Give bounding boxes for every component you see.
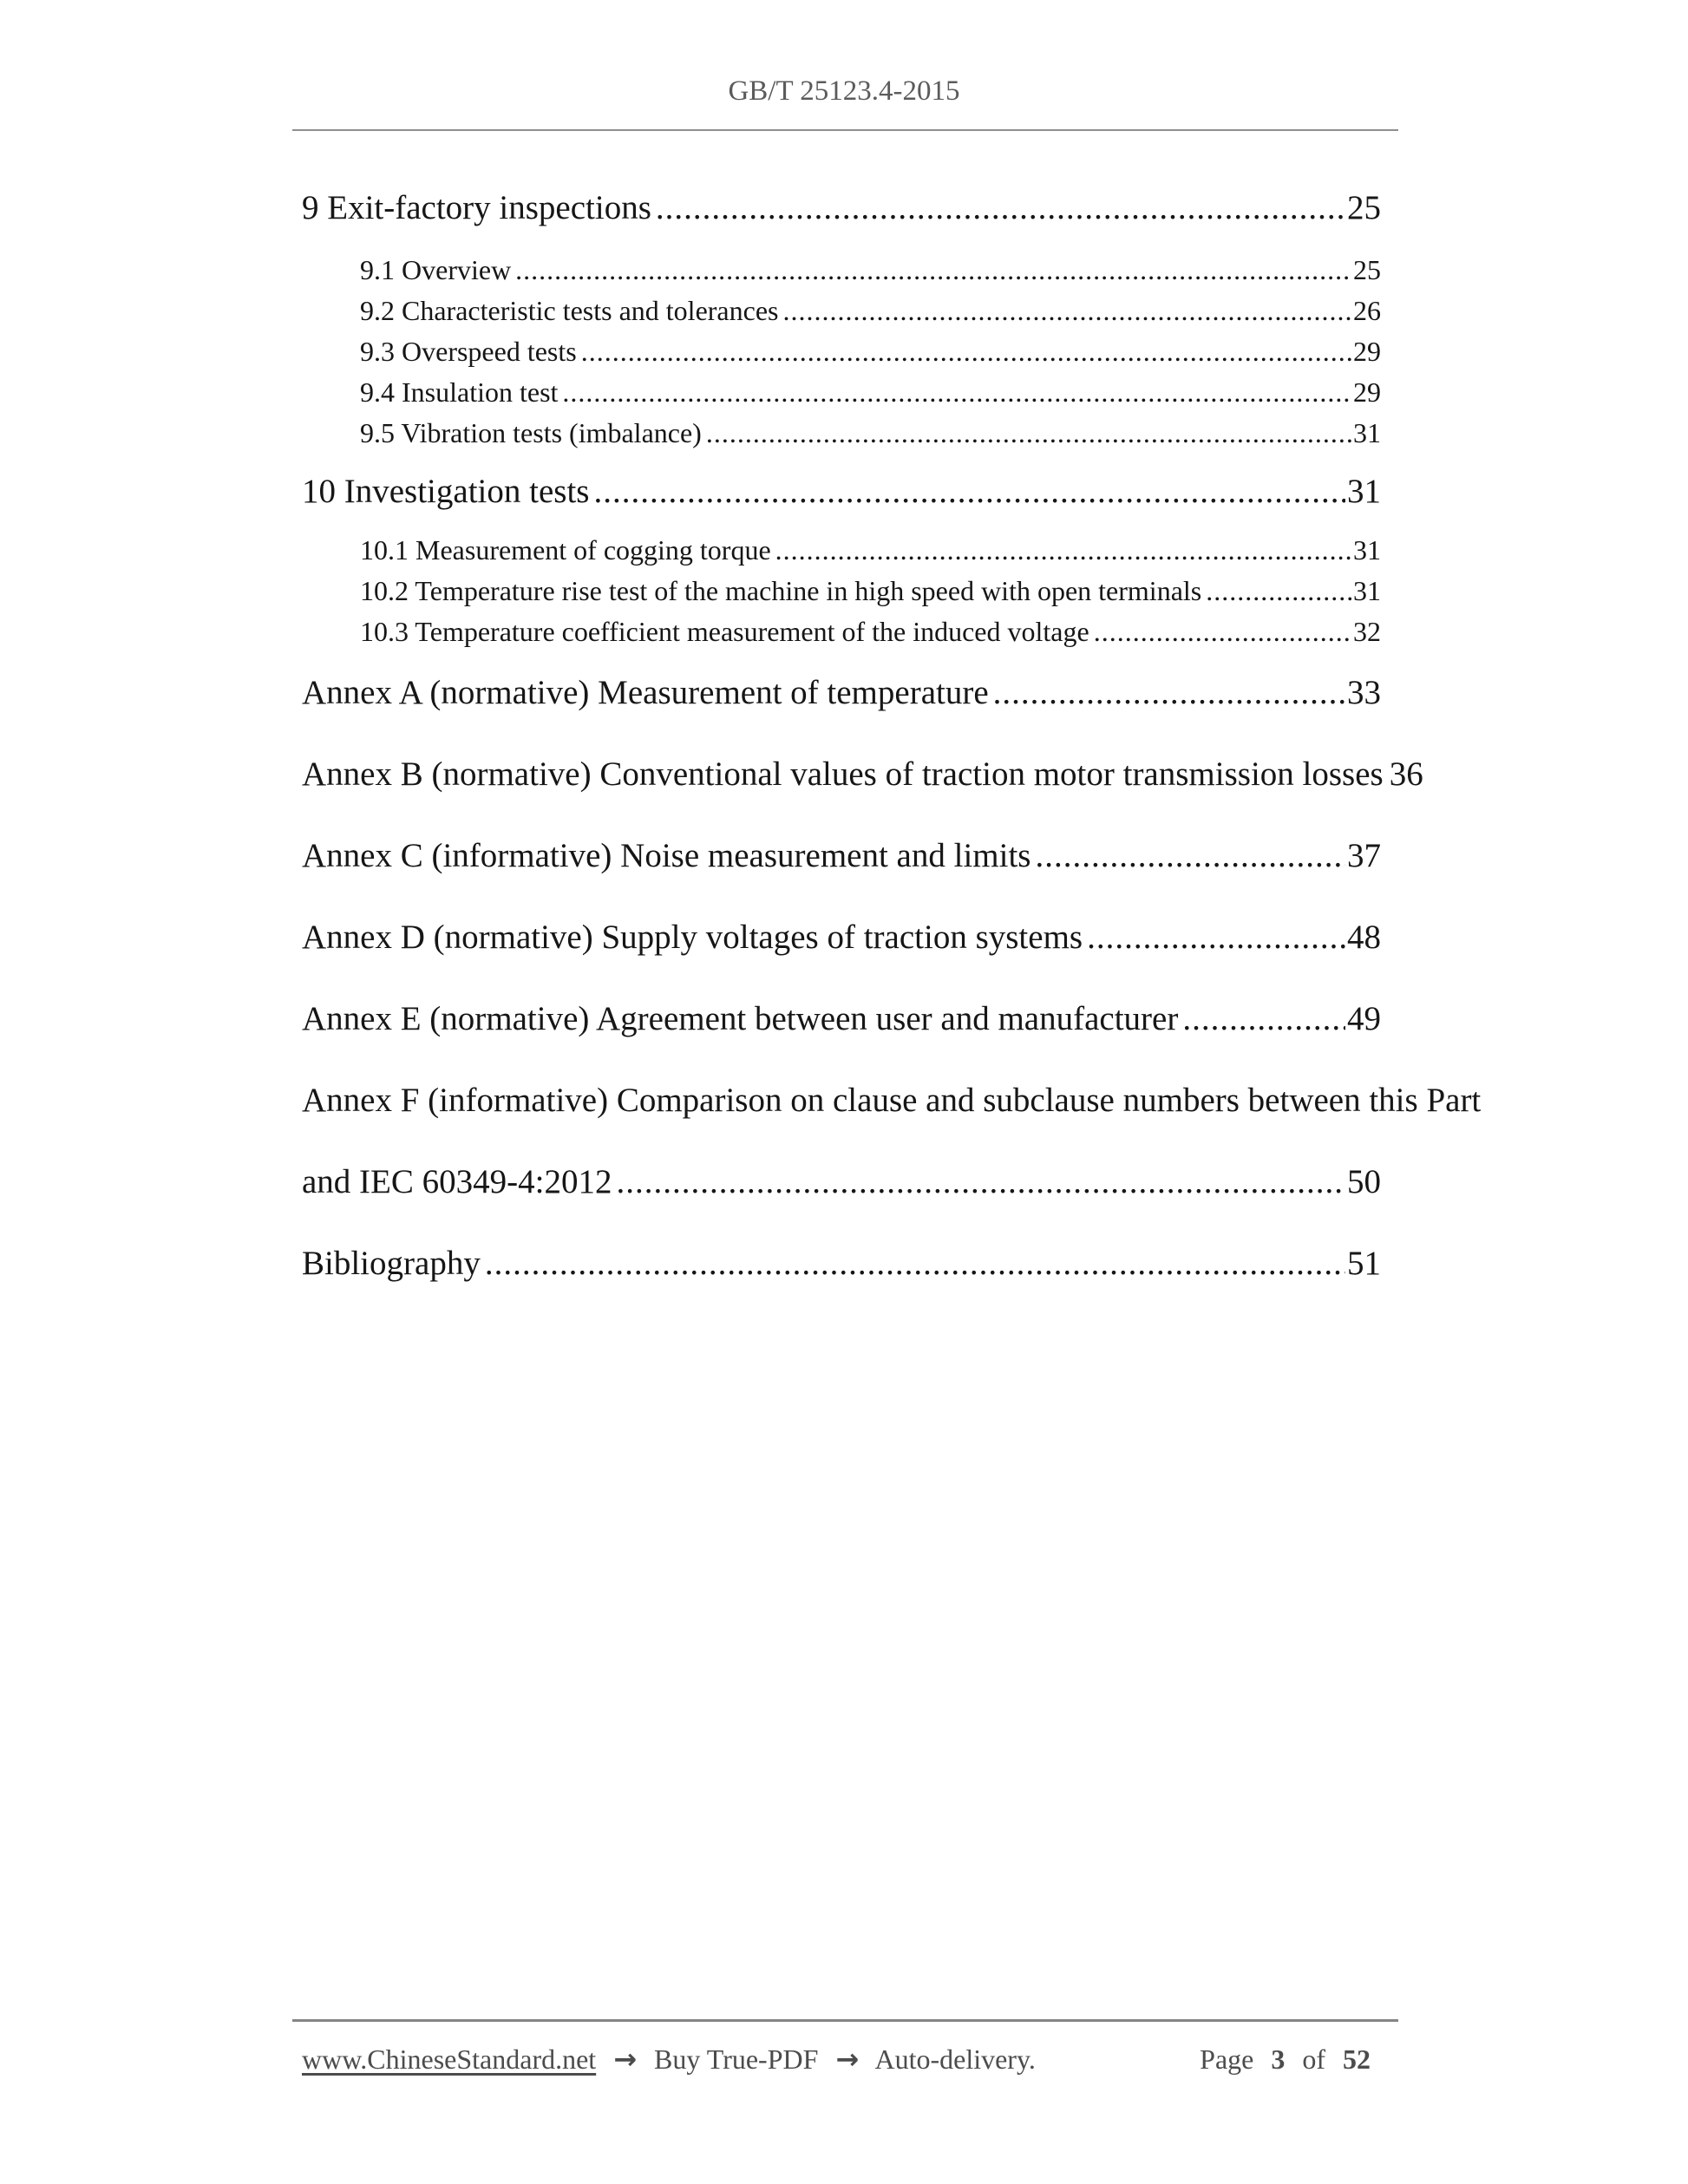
dot-leader (775, 536, 1351, 564)
toc-entry (302, 474, 1381, 508)
page-indicator (1200, 2045, 1371, 2073)
toc-entry-page: 29 (1353, 376, 1381, 408)
toc-entry (302, 920, 1381, 954)
toc-entry-page: 29 (1353, 336, 1381, 367)
dot-leader (993, 676, 1345, 709)
toc-entry-label: 9.1 Overview (360, 254, 512, 285)
page-current-number: 3 (1271, 2043, 1286, 2075)
toc-entry-label: 10.2 Temperature rise test of the machine in high speed with open terminals (360, 575, 1202, 606)
dot-leader (593, 474, 1345, 508)
footer-info (302, 2043, 1036, 2076)
of-word-label: of (1302, 2043, 1325, 2075)
toc-entry (360, 618, 1381, 645)
toc-entry-label: 9.2 Characteristic tests and tolerances (360, 295, 779, 326)
dot-leader (782, 297, 1351, 324)
toc-entry (360, 577, 1381, 605)
toc-entry (360, 297, 1381, 324)
website-link[interactable]: www.ChineseStandard.net (302, 2043, 597, 2075)
toc-entry-page: 31 (1353, 534, 1381, 566)
footer-delivery-text: Auto-delivery. (874, 2043, 1036, 2075)
toc-entry-page: 36 (1389, 755, 1423, 793)
dot-leader (656, 191, 1345, 225)
toc-entry (302, 839, 1381, 873)
toc-entry-label: Annex D (normative) Supply voltages of traction systems (302, 919, 1083, 956)
footer-divider (292, 2019, 1398, 2022)
toc-entry-label: Annex E (normative) Agreement between user and manufacturer (302, 1000, 1179, 1037)
toc-entry-page: 31 (1353, 417, 1381, 448)
toc-entry-label: Bibliography (302, 1245, 481, 1282)
toc-entry-page: 31 (1353, 575, 1381, 606)
dot-leader (1035, 839, 1345, 873)
dot-leader (706, 419, 1351, 447)
toc-entry-label: 9.5 Vibration tests (imbalance) (360, 417, 702, 448)
toc-entry-page: 32 (1353, 616, 1381, 647)
toc-entry-label: 9.3 Overspeed tests (360, 336, 577, 367)
toc-entry-label: 10.1 Measurement of cogging torque (360, 534, 771, 566)
toc-entry (360, 337, 1381, 365)
toc-entry-page: 31 (1347, 473, 1381, 510)
toc-entry (360, 256, 1381, 284)
toc-entry (302, 1246, 1381, 1280)
dot-leader (1206, 577, 1351, 605)
toc-entry (302, 676, 1381, 709)
dot-leader (485, 1246, 1345, 1280)
toc-entry-label: 10 Investigation tests (302, 473, 590, 510)
toc-entry (360, 419, 1381, 447)
toc-entry-label: Annex F (informative) Comparison on clause and subclause numbers between this Part (302, 1082, 1482, 1119)
toc-entry (302, 1082, 1482, 1119)
toc-entry-label: 10.3 Temperature coefficient measurement of the induced voltage (360, 616, 1089, 647)
toc-entry (360, 536, 1381, 564)
header-divider (292, 129, 1398, 131)
dot-leader (581, 337, 1351, 365)
toc-entry-label: Annex B (normative) Conventional values of traction motor transmission losses (302, 755, 1384, 793)
toc-entry (302, 191, 1381, 225)
toc-entry-page: 37 (1347, 837, 1381, 874)
right-arrow-icon: → (613, 2043, 637, 2076)
footer-buy-text: Buy True-PDF (654, 2043, 819, 2075)
dot-leader (616, 1165, 1345, 1199)
toc-entry-page: 48 (1347, 919, 1381, 956)
toc-entry-label: Annex A (normative) Measurement of temperature (302, 674, 989, 711)
toc-entry-label: and IEC 60349-4:2012 (302, 1163, 612, 1200)
toc-entry-label: Annex C (informative) Noise measurement and limits (302, 837, 1031, 874)
dot-leader (1094, 618, 1351, 645)
toc-entry-page: 26 (1353, 295, 1381, 326)
page-header-standard-number: GB/T 25123.4-2015 (728, 75, 960, 107)
toc-entry-page: 25 (1353, 254, 1381, 285)
toc-entry (302, 1165, 1381, 1199)
dot-leader (1182, 1002, 1345, 1036)
toc-entry-label: 9.4 Insulation test (360, 376, 559, 408)
toc-entry (302, 1002, 1381, 1036)
toc-entry-page: 25 (1347, 189, 1381, 226)
toc-entry-page: 49 (1347, 1000, 1381, 1037)
toc-entry-page: 50 (1347, 1163, 1381, 1200)
dot-leader (515, 256, 1351, 284)
toc-entry-page: 33 (1347, 674, 1381, 711)
dot-leader (1087, 920, 1345, 954)
toc-entry (302, 755, 1423, 793)
right-arrow-icon: → (835, 2043, 860, 2076)
page-word-label: Page (1200, 2043, 1254, 2075)
dot-leader (562, 378, 1351, 406)
page-total-number: 52 (1343, 2043, 1371, 2075)
toc-entry (360, 378, 1381, 406)
toc-entry-page: 51 (1347, 1245, 1381, 1282)
toc-entry-label: 9 Exit-factory inspections (302, 189, 651, 226)
